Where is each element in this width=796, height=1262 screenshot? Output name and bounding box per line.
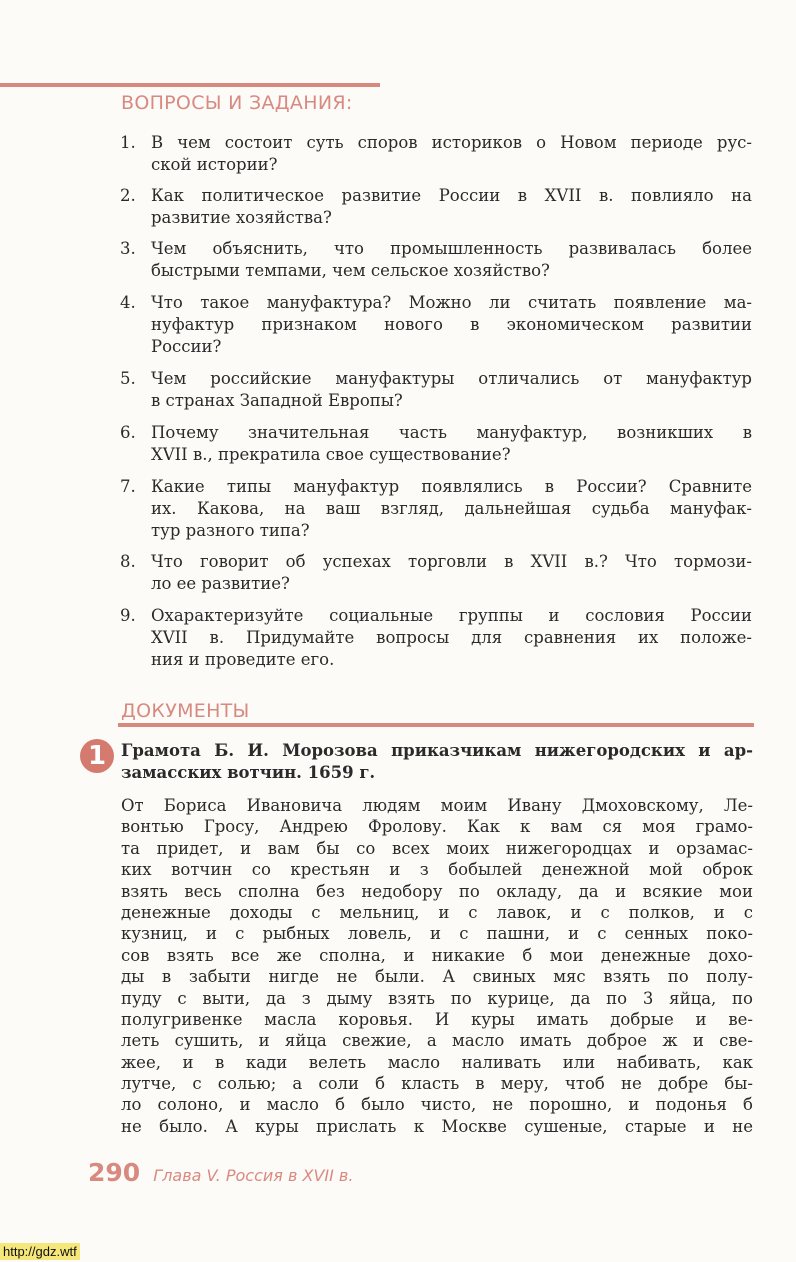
watermark-link[interactable]: http://gdz.wtf: [0, 1243, 80, 1260]
question-number: 5.: [120, 369, 136, 388]
text-line: Чем объяснить, что промышленность развивалась более: [151, 239, 752, 258]
text-line: ской истории?: [151, 155, 278, 174]
question-item: [120, 368, 752, 412]
top-rule: [0, 83, 380, 87]
text-line: XVII в., прекратила свое существование?: [151, 445, 511, 464]
text-line: ния и проведите его.: [151, 650, 335, 669]
text-line: Почему значительная часть мануфактур, возникших в: [151, 423, 752, 442]
question-item: [120, 292, 752, 358]
question-number: 8.: [120, 552, 136, 571]
text-line: Грамота Б. И. Морозова приказчикам нижегородских и ар-: [121, 741, 753, 760]
question-text: [151, 292, 752, 358]
text-line: В чем состоит суть споров историков о Новом периоде рус-: [151, 133, 752, 152]
document-number-badge: 1: [80, 739, 114, 773]
text-line: замасских вотчин. 1659 г.: [121, 763, 376, 782]
question-item: [120, 238, 752, 282]
question-item: [120, 422, 752, 466]
text-line: От Бориса Ивановича людям моим Ивану Дмоховскому, Ле-: [121, 796, 753, 815]
text-line: ло ее развитие?: [151, 574, 290, 593]
document-title: [121, 740, 753, 784]
text-line: Охарактеризуйте социальные группы и сословия России: [151, 606, 752, 625]
text-line: XVII в. Придумайте вопросы для сравнения их положе-: [151, 628, 752, 647]
question-number: 9.: [120, 606, 136, 625]
text-line: Какие типы мануфактур появлялись в России? Сравните: [151, 477, 752, 496]
question-text: [151, 605, 752, 671]
question-text: [151, 132, 752, 176]
chapter-title: Глава V. Россия в XVII в.: [153, 1166, 354, 1185]
question-item: [120, 476, 752, 542]
text-line: Чем российские мануфактуры отличались от мануфактур: [151, 369, 752, 388]
question-item: [120, 551, 752, 595]
questions-heading: ВОПРОСЫ И ЗАДАНИЯ:: [121, 92, 353, 114]
question-number: 7.: [120, 477, 136, 496]
page-number: 290: [88, 1158, 141, 1187]
page-footer: [88, 1158, 353, 1187]
text-line: ких вотчин со крестьян и з бобылей денежной мой оброк: [121, 860, 753, 880]
text-line: России?: [151, 337, 222, 356]
question-item: [120, 185, 752, 229]
text-line: сов взять все же сполна, и никакие б мои денежные дохо-: [121, 945, 753, 965]
question-text: [151, 476, 752, 542]
text-line: развитие хозяйства?: [151, 208, 332, 227]
text-line: лутче, с солью; а соли б класть в меру, чтоб не добре бы-: [121, 1074, 753, 1094]
text-line: не было. А куры прислать к Москве сушеные, старые и не: [121, 1116, 753, 1136]
question-text: [151, 185, 752, 229]
question-item: [120, 132, 752, 176]
text-line: леть сушить, и яйца свежие, а масло имать доброе ж и све-: [121, 1031, 753, 1051]
question-text: [151, 551, 752, 595]
text-line: в странах Западной Европы?: [151, 391, 403, 410]
text-line: быстрыми темпами, чем сельское хозяйство?: [151, 261, 550, 280]
question-number: 6.: [120, 423, 136, 442]
question-number: 2.: [120, 186, 136, 205]
question-text: [151, 238, 752, 282]
document-body: [121, 795, 753, 1137]
text-line: та придет, и вам бы со всех моих нижегородцах и орзамас-: [121, 838, 753, 858]
question-text: [151, 422, 752, 466]
text-line: ды в забыти нигде не были. А свиных мяс взять по полу-: [121, 967, 753, 987]
text-line: кузниц, и с рыбных ловель, и с пашни, и с сенных поко-: [121, 924, 753, 944]
text-line: взять весь сполна без недобору по окладу, да и всякие мои: [121, 881, 753, 901]
text-line: вонтью Гросу, Андрею Фролову. Как к вам ся моя грамо-: [121, 817, 753, 837]
text-line: жее, и в кади велеть масло наливать или набивать, как: [121, 1052, 753, 1072]
text-line: Что говорит об успехах торговли в XVII в.? Что тормози-: [151, 552, 752, 571]
text-line: ло солоно, и масло б было чисто, не порошно, и подонья б: [121, 1095, 753, 1115]
text-line: Как политическое развитие России в XVII в. повлияло на: [151, 186, 752, 205]
text-line: пуду с выти, да з дыму взять по курице, да по 3 яйца, по: [121, 988, 753, 1008]
question-text: [151, 368, 752, 412]
documents-heading: ДОКУМЕНТЫ: [121, 700, 250, 722]
question-item: [120, 605, 752, 671]
question-number: 1.: [120, 133, 136, 152]
documents-rule: [118, 723, 754, 727]
text-line: их. Какова, на ваш взгляд, дальнейшая судьба мануфак-: [151, 499, 752, 518]
text-line: денежные доходы с мельниц, и с лавок, и с полков, и с: [121, 902, 753, 922]
text-line: полугривенке масла коровья. И куры имать добрые и ве-: [121, 1009, 753, 1029]
text-line: Что такое мануфактура? Можно ли считать появление ма-: [151, 293, 752, 312]
text-line: нуфактур признаком нового в экономическом развитии: [151, 315, 752, 334]
text-line: тур разного типа?: [151, 521, 310, 540]
question-number: 3.: [120, 239, 136, 258]
question-number: 4.: [120, 293, 136, 312]
